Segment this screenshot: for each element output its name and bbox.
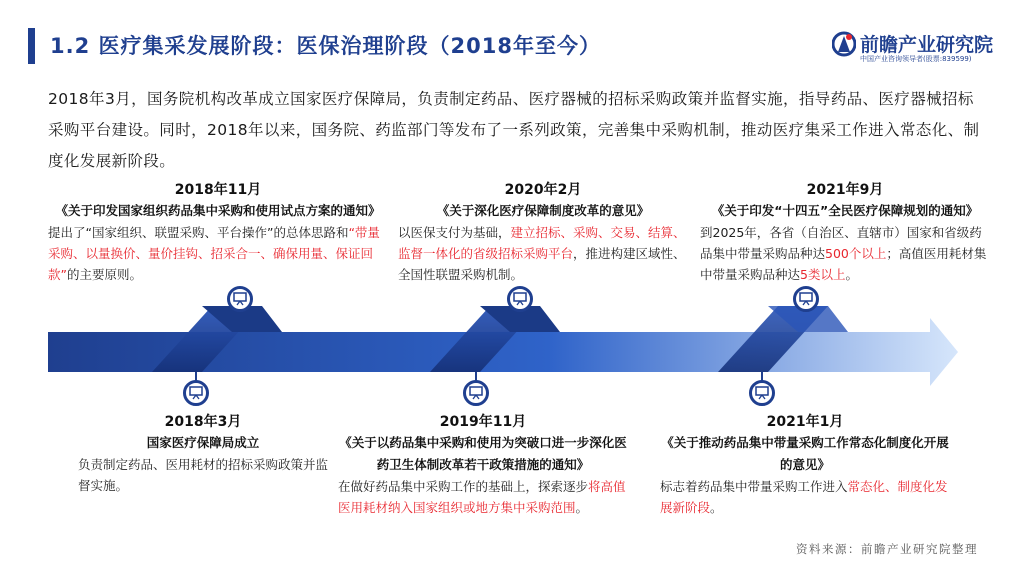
logo-name: 前瞻产业研究院 <box>860 34 994 56</box>
event-2018-03 <box>78 412 328 496</box>
event-document-title: 国家医疗保障局成立 <box>146 435 260 450</box>
event-document-title: 《关于印发国家组织药品集中采购和使用试点方案的通知》 <box>55 203 381 218</box>
event-description: 负责制定药品、医用耗材的招标采购政策并监督实施。 <box>78 457 329 493</box>
event-date: 2018年3月 <box>164 414 242 430</box>
presentation-board-icon <box>189 386 203 400</box>
event-2021-09 <box>700 180 990 285</box>
event-date: 2020年2月 <box>504 182 582 198</box>
timeline-node-2018-03 <box>183 380 209 406</box>
event-document-title: 《关于以药品集中采购和使用为突破口进一步深化医药卫生体制改革若干政策措施的通知》 <box>339 435 627 472</box>
source-note: 资料来源：前瞻产业研究院整理 <box>796 542 978 556</box>
intro-paragraph: 2018年3月，国务院机构改革成立国家医疗保障局，负责制定药品、医疗器械的招标采购政策并监督实施，指导药品、医疗器械招标采购平台建设。同时，2018年以来，国务院、药监部门等发布了一系列政策，完善集中采购机制，推动医疗集采工作进入常态化、制度化发展新阶段。 <box>48 90 980 170</box>
event-date: 2018年11月 <box>174 182 262 198</box>
presentation-board-icon <box>513 292 527 306</box>
logo-subtitle: 中国产业咨询领导者(股票:839599) <box>860 55 972 63</box>
timeline-node-2019-11 <box>463 380 489 406</box>
event-2020-02 <box>398 180 688 285</box>
event-date: 2021年9月 <box>806 182 884 198</box>
event-highlight: 将高值医用耗材纳入国家组织或地方集中采购范围 <box>338 479 626 515</box>
event-description: 以医保支付为基础，建立招标、采购、交易、结算、监督一体化的省级招标采购平台，推进构建区域性、全国性联盟采购机制。 <box>398 225 686 282</box>
event-highlight: 建立招标、采购、交易、结算、监督一体化的省级招标采购平台 <box>398 225 686 261</box>
event-2019-11 <box>338 412 628 518</box>
timeline-node-2020-02 <box>507 286 533 312</box>
event-document-title: 《关于深化医疗保障制度改革的意见》 <box>436 203 650 218</box>
event-highlight-2: 5类以上 <box>800 267 846 282</box>
timeline-node-2021-01 <box>749 380 775 406</box>
presentation-board-icon <box>755 386 769 400</box>
event-description: 提出了“国家组织、联盟采购、平台操作”的总体思路和“带量采购、以量换价、量价挂钩、招采合一、确保用量、保证回款”的主要原则。 <box>48 225 380 282</box>
event-document-title: 《关于印发“十四五”全民医疗保障规划的通知》 <box>711 203 979 218</box>
event-highlight: “带量采购、以量换价、量价挂钩、招采合一、确保用量、保证回款” <box>48 225 380 282</box>
event-description: 到2025年，各省（自治区、直辖市）国家和省级药品集中带量采购品种达500个以上；高值医用耗材集中带量采购品种达5类以上。 <box>700 225 987 282</box>
event-highlight: 常态化、制度化发展新阶段 <box>660 479 948 515</box>
presentation-board-icon <box>469 386 483 400</box>
timeline-node-2018-11 <box>227 286 253 312</box>
presentation-board-icon <box>799 292 813 306</box>
event-description: 标志着药品集中带量采购工作进入常态化、制度化发展新阶段。 <box>660 479 948 515</box>
event-2018-11 <box>48 180 388 285</box>
event-date: 2021年1月 <box>766 414 844 430</box>
event-highlight: 500个以上 <box>825 246 887 261</box>
timeline-node-2021-09 <box>793 286 819 312</box>
event-document-title: 《关于推动药品集中带量采购工作常态化制度化开展的意见》 <box>661 435 949 472</box>
event-description: 在做好药品集中采购工作的基础上，探索逐步将高值医用耗材纳入国家组织或地方集中采购范围。 <box>338 479 626 515</box>
page-title: 1.2 医疗集采发展阶段：医保治理阶段（2018年至今） <box>50 34 601 58</box>
event-2021-01 <box>660 412 950 518</box>
presentation-board-icon <box>233 292 247 306</box>
event-date: 2019年11月 <box>439 414 527 430</box>
